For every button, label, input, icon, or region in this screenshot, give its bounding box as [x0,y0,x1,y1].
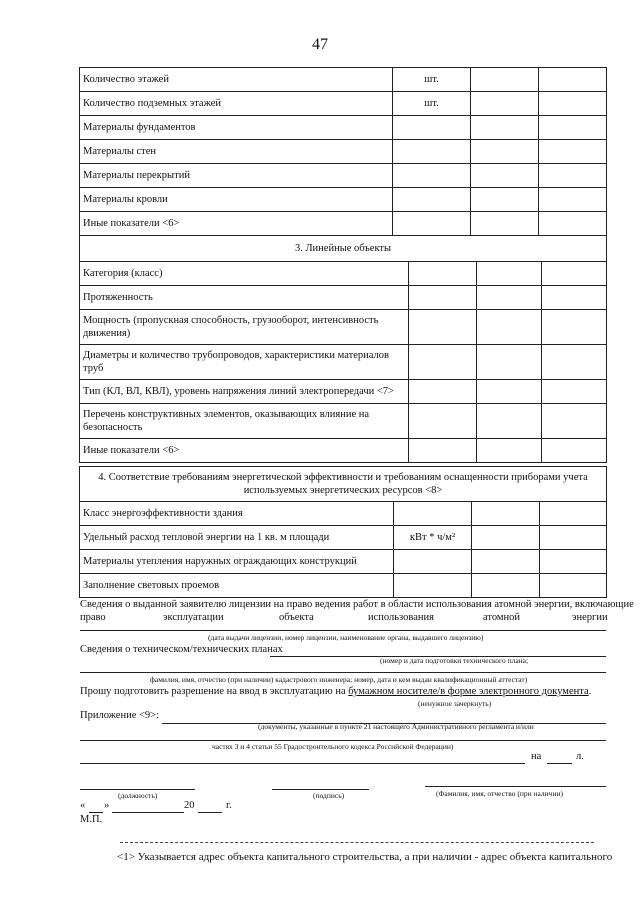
value-cell[interactable] [471,140,539,164]
row-label: Тип (КЛ, ВЛ, КВЛ), уровень напряжения линий электропередачи <7> [80,380,409,404]
license-word: энергии [572,612,608,623]
row-label: Материалы фундаментов [80,116,393,140]
engineer-hint: фамилия, имя, отчество (при наличии) кадастрового инженера; номер, дата и кем выдан квалификационный аттестат) [150,675,528,684]
value-cell[interactable] [477,286,542,310]
date-close-quote: » [104,800,110,811]
sheets-label: л. [576,751,584,762]
row-label: Диаметры и количество трубопроводов, характеристики материалов труб [80,345,409,380]
unit-cell [394,574,472,598]
linear-objects-table [79,235,607,463]
unit-cell: кВт * ч/м² [394,526,472,550]
table-row [80,439,607,463]
value-cell[interactable] [477,310,542,345]
tech-plans-label: Сведения о техническом/технических планах [80,644,283,655]
request-prefix: Прошу подготовить разрешение на ввод в эксплуатацию на [80,686,349,697]
fio-hint: (Фамилия, имя, отчество (при наличии) [436,789,563,798]
date-suffix: г. [226,800,232,811]
value-cell[interactable] [472,526,540,550]
row-label: Протяженность [80,286,409,310]
value-cell[interactable] [471,164,539,188]
section-title: 3. Линейные объекты [80,236,607,262]
value-cell[interactable] [542,345,607,380]
page-number: 47 [312,36,328,53]
value-cell[interactable] [542,310,607,345]
value-cell[interactable] [472,550,540,574]
request-hint: (ненужное зачеркнуть) [418,699,492,708]
value-cell[interactable] [542,262,607,286]
license-input-line[interactable] [80,630,606,631]
section-header-row [80,467,607,502]
on-label: на [531,751,542,762]
signature-input-line[interactable] [272,789,369,790]
value-cell[interactable] [477,380,542,404]
license-word: использования [368,612,434,623]
table-row [80,140,607,164]
value-cell[interactable] [477,439,542,463]
table-row [80,92,607,116]
energy-efficiency-table [79,466,607,598]
value-cell[interactable] [409,345,477,380]
license-word: атомной [483,612,521,623]
row-label: Удельный расход тепловой энергии на 1 кв. м площади [80,526,394,550]
table-row [80,310,607,345]
unit-cell: шт. [393,92,471,116]
building-indicators-table [79,67,607,236]
value-cell[interactable] [477,262,542,286]
signature-hint: (подпись) [313,791,345,800]
value-cell[interactable] [542,286,607,310]
appendix-input-line-3[interactable] [80,763,525,764]
table-row [80,188,607,212]
value-cell[interactable] [409,262,477,286]
value-cell[interactable] [477,345,542,380]
value-cell[interactable] [539,92,607,116]
tech-plans-hint: (номер и дата подготовки технического плана; [380,656,529,665]
unit-cell [394,502,472,526]
value-cell[interactable] [539,212,607,236]
table-row [80,164,607,188]
appendix-hint-2: частях 3 и 4 статьи 55 Градостроительного кодекса Российской Федерации) [212,742,454,751]
table-row [80,345,607,380]
row-label: Материалы стен [80,140,393,164]
value-cell[interactable] [542,404,607,439]
value-cell[interactable] [409,439,477,463]
row-label: Материалы кровли [80,188,393,212]
table-row [80,286,607,310]
table-row [80,212,607,236]
row-label: Категория (класс) [80,262,409,286]
table-row [80,502,607,526]
table-row [80,404,607,439]
row-label: Перечень конструктивных элементов, оказывающих влияние на безопасность [80,404,409,439]
date-year-input[interactable] [198,812,222,813]
value-cell[interactable] [472,574,540,598]
unit-cell [393,116,471,140]
value-cell[interactable] [539,140,607,164]
value-cell[interactable] [540,526,607,550]
request-suffix: . [588,686,592,697]
row-label: Материалы перекрытий [80,164,393,188]
value-cell[interactable] [540,550,607,574]
value-cell[interactable] [409,310,477,345]
row-label: Заполнение световых проемов [80,574,394,598]
section-title: 4. Соответствие требованиям энергетической эффективности и требованиям оснащенности приборами учета используемых энергетических ресурсов <8> [80,467,607,502]
license-word: право [80,612,106,623]
date-open-quote: « [80,800,86,811]
value-cell[interactable] [540,502,607,526]
unit-cell [393,164,471,188]
table-row [80,550,607,574]
position-hint: (должность) [118,791,158,800]
table-row [80,380,607,404]
license-word: эксплуатации [163,612,224,623]
unit-cell [393,140,471,164]
row-label: Количество этажей [80,68,393,92]
license-word: объекта [279,612,314,623]
value-cell[interactable] [477,404,542,439]
value-cell[interactable] [542,439,607,463]
value-cell[interactable] [471,92,539,116]
row-label: Мощность (пропускная способность, грузооборот, интенсивность движения) [80,310,409,345]
value-cell[interactable] [539,116,607,140]
date-month-input[interactable] [112,812,184,813]
unit-cell [393,212,471,236]
value-cell[interactable] [471,188,539,212]
unit-cell [394,550,472,574]
footnote-text: <1> Указывается адрес объекта капитального строительства, а при наличии - адрес объекта капитального [117,851,613,863]
request-format-option[interactable]: бумажном носителе/в форме электронного документа [348,686,589,697]
appendix-hint: (документы, указанные в пункте 21 настоящего Административного регламента и/или [258,722,534,731]
fio-input-line[interactable] [425,786,606,787]
table-row [80,262,607,286]
row-label: Количество подземных этажей [80,92,393,116]
value-cell[interactable] [539,188,607,212]
license-info-label: Сведения о выданной заявителю лицензии на право ведения работ в области использования атомной энергии, включающие [80,599,634,610]
value-cell[interactable] [471,212,539,236]
section-header-row [80,236,607,262]
date-year-prefix: 20 [184,800,195,811]
table-row [80,68,607,92]
value-cell[interactable] [471,116,539,140]
value-cell[interactable] [539,68,607,92]
table-row [80,574,607,598]
appendix-label: Приложение <9>: [80,710,159,721]
value-cell[interactable] [542,380,607,404]
row-label: Иные показатели <6> [80,439,409,463]
request-text [80,686,591,699]
position-input-line[interactable] [80,789,195,790]
appendix-input-line-2[interactable] [80,740,606,741]
value-cell[interactable] [539,164,607,188]
row-label: Материалы утепления наружных ограждающих конструкций [80,550,394,574]
table-row [80,526,607,550]
value-cell[interactable] [409,380,477,404]
license-hint: (дата выдачи лицензии, номер лицензии, наименование органа, выдавшего лицензию) [208,633,484,642]
row-label: Иные показатели <6> [80,212,393,236]
value-cell[interactable] [540,574,607,598]
value-cell[interactable] [472,502,540,526]
unit-cell: шт. [393,68,471,92]
value-cell[interactable] [471,68,539,92]
unit-cell [393,188,471,212]
date-day-input[interactable] [89,812,103,813]
footnote-separator [120,842,594,843]
value-cell[interactable] [409,286,477,310]
sheets-input-line[interactable] [547,763,572,764]
engineer-input-line[interactable] [80,672,606,673]
row-label: Класс энергоэффективности здания [80,502,394,526]
table-row [80,116,607,140]
stamp-label: М.П. [80,814,103,825]
value-cell[interactable] [409,404,477,439]
